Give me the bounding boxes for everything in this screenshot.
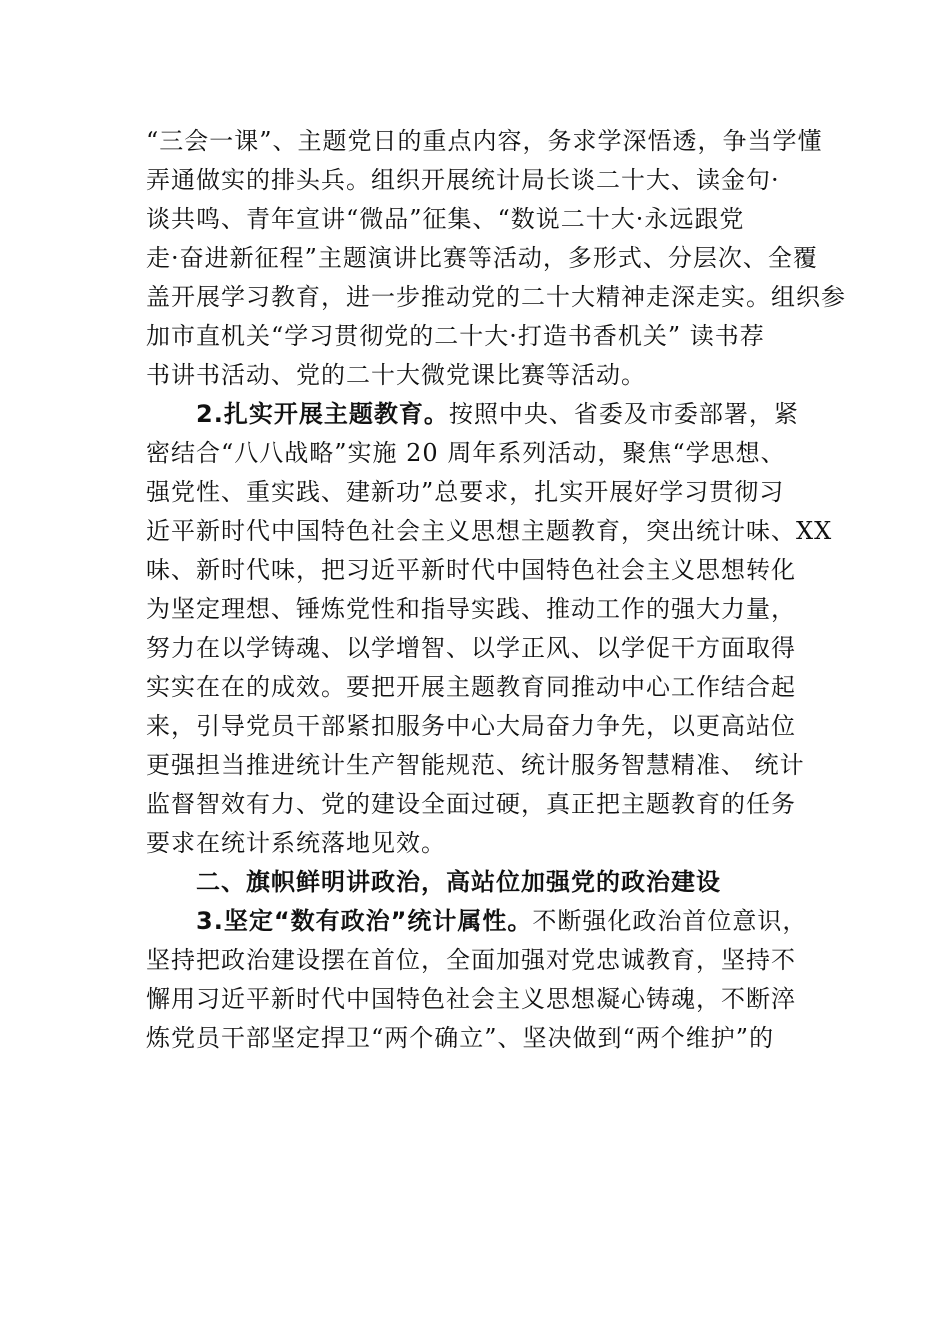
paragraph-3-line: 坚持把政治建设摆在首位，全面加强对党忠诚教育，坚持不 [146, 946, 796, 974]
paragraph-2-line: 味、新时代味，把习近平新时代中国特色社会主义思想转化 [146, 556, 796, 584]
paragraph-1-line: 加市直机关“学习贯彻党的二十大·打造书香机关” 读书荐 [146, 322, 765, 350]
section-heading: 二、旗帜鲜明讲政治，高站位加强党的政治建设 [196, 868, 721, 896]
paragraph-3-line: 懈用习近平新时代中国特色社会主义思想凝心铸魂，不断淬 [146, 985, 796, 1013]
paragraph-1-line: 书讲书活动、党的二十大微党课比赛等活动。 [146, 361, 646, 389]
paragraph-2-first-line-text: 按照中央、省委及市委部署，紧 [448, 400, 799, 428]
paragraph-2-first-line [146, 395, 836, 434]
paragraph-3-line: 炼党员干部坚定捍卫“两个确立”、坚决做到“两个维护”的 [146, 1024, 775, 1052]
paragraph-1-line: 谈共鸣、青年宣讲“微品”征集、“数说二十大·永远跟党 [146, 205, 745, 233]
document-body [146, 122, 846, 1058]
paragraph-3-heading: 3.坚定“数有政治”统计属性。 [196, 907, 533, 935]
paragraph-2-line: 强党性、重实践、建新功”总要求，扎实开展好学习贯彻习 [146, 478, 785, 506]
paragraph-2-line: 监督智效有力、党的建设全面过硬，真正把主题教育的任务 [146, 790, 796, 818]
paragraph-2-line: 密结合“八八战略”实施 20 周年系列活动，聚焦“学思想、 [146, 439, 786, 467]
paragraph-1-line: 弄通做实的排头兵。组织开展统计局长谈二十大、读金句· [146, 166, 780, 194]
paragraph-1-line: 走·奋进新征程”主题演讲比赛等活动，多形式、分层次、全覆 [146, 244, 818, 272]
paragraph-2-line: 努力在以学铸魂、以学增智、以学正风、以学促干方面取得 [146, 634, 796, 662]
paragraph-2-line: 更强担当推进统计生产智能规范、统计服务智慧精准、 统计 [146, 751, 805, 779]
paragraph-1-line: 盖开展学习教育，进一步推动党的二十大精神走深走实。组织参 [146, 283, 846, 311]
paragraph-1-line: “三会一课”、主题党日的重点内容，务求学深悟透，争当学懂 [146, 127, 823, 155]
paragraph-2-line: 实实在在的成效。要把开展主题教育同推动中心工作结合起 [146, 673, 796, 701]
paragraph-2-line: 要求在统计系统落地见效。 [146, 829, 446, 857]
paragraph-3-first-line-text: 不断强化政治首位意识， [532, 907, 808, 935]
paragraph-3-first-line [146, 902, 836, 941]
paragraph-2-heading: 2.扎实开展主题教育。 [196, 400, 449, 428]
paragraph-2-line: 来，引导党员干部紧扣服务中心大局奋力争先，以更高站位 [146, 712, 796, 740]
paragraph-2-line: 近平新时代中国特色社会主义思想主题教育，突出统计味、XX [146, 517, 833, 545]
paragraph-2-line: 为坚定理想、锤炼党性和指导实践、推动工作的强大力量， [146, 595, 796, 623]
